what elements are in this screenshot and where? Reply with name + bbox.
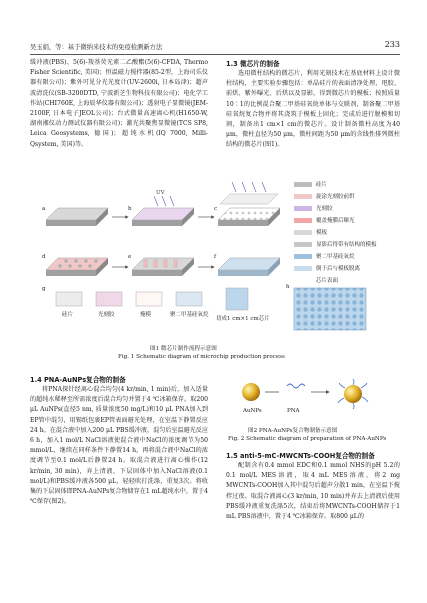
- section-1-4-title: 1.4 PNA-AuNPs复合物的制备: [30, 376, 126, 384]
- page-number: 233: [384, 40, 400, 49]
- panel-letter-d: d: [42, 254, 46, 260]
- legend-4: 模板: [316, 230, 328, 236]
- section-1-3-title: 1.3 微芯片的制备: [226, 60, 280, 68]
- materials-paragraph: 缓冲液(PBS)、5(6)-羧基荧光素二乙酸酯(5(6)-CFDA, Thermo Fisher Scientific, 美国)；恒温磁力搅拌器(85-2型，上海司乐仪器有限公司)；紫外可见分光光度计(UV-2600i, 日本岛津)；超声波清洗仪(SB-3200DTD, 宁波新芝生物科技有限公司)；电化学工作站(CHI760E, 上海辰华仪器有限公司)；透射电子显微镜(JEM-2100F, 日本电子JEOL公司)；台式微量高速离心机(H1650-W, 湖南湘仪动力测试仪器有限公司)；激光共聚焦显微镜(TCS SP8, Leica Geosystems, 德国)；超纯水机(IQ 7000, Milli-Qsystem, 美国)等。: [30, 59, 208, 148]
- panel-f: [218, 258, 280, 276]
- header-rule: [30, 54, 400, 55]
- section-1-3-paragraph: 选用微柱结构的微芯片，利用光刻技术在基底材料上设计微柱结构，主要实验步骤包括：单晶硅片的表面清净处理、甩胶、前烘、紫外曝光、后烘以及显影，得到微芯片的模板；按照质量10∶1的比例混合聚二甲基硅氧烷单体与交联剂，制备聚二甲基硅氧烷复合物并将其浇筑于模板上固化；完成后进行脱模和切割，制备出1 cm×1 cm的微芯片。设计制备微柱高度为40 μm，微柱直径为50 μm，微柱间距为50 μm的含线性排列微柱结构的微芯片(图1)。: [226, 70, 400, 149]
- running-header: [30, 40, 400, 52]
- section-1-5-paragraph: 配制含有0.4 mmol EDC和0.1 mmol NHS的pH 5.2的0.1 mol/L MES溶液，取4 mL MES溶液，将2 mg MWCNTs-COOH加入其中混匀后超声分散1 min，在室温下搅拌过夜。取混合液离心(3 kr/min, 10 min)并弃去上清液后使用PBS缓冲液重复洗涤5次，结束后将MWCNTs-COOH储存于1 mL PBS溶液中，置于4 ℃冰箱保存。取800 μL的: [226, 462, 400, 521]
- panel-d: [46, 258, 108, 276]
- panel-letter-e: e: [128, 254, 132, 260]
- aunp-particle: [242, 383, 260, 401]
- legend-6: 聚二甲基硅氧烷: [316, 254, 355, 260]
- panel-h: [294, 288, 366, 330]
- section-1-4-paragraph: 将PNA探针经离心混合均匀(4 kr/min, 1 min)后，加入适量的超纯水稀释至所需浓度后混合均匀并置于4 ℃冰箱保存。取200 μL AuNPs(直径5 nm, 质量浓度50 mg/L)和10 μL PNA加入到EP管中混匀，用锡纸包裹EP管表面避光处理，在室温下静置反应24 h。在混合液中加入200 μL PBS缓冲液，混匀后室温避光反应6 h，加入1 mol/L NaCl溶液使混合液中NaCl的浓度调节为50 mmol/L，继续在同样条件下静置14 h，再将混合液中NaCl的浓度调节至0.1 mol/L后静置24 h。取混合液进行离心操作(12 kr/min, 30 min)，弃上清液，下层固体中加入NaCl溶液(0.1 mol/L)和PBS缓冲液各500 μL，轻轻吹打洗涤，重复3次。将收集的下层固体即PNA-AuNPs复合物储存在1 mL超纯水中，置于4 ℃保存(图2)。: [30, 386, 209, 506]
- panel-b: [132, 208, 194, 226]
- uv-rays: [154, 196, 174, 206]
- uv-label: UV: [156, 190, 165, 196]
- pna-aunp-complex: [344, 385, 362, 403]
- figure-2: [235, 378, 395, 423]
- figure-2-caption-en: Fig. 2 Schematic diagram of preparation of PNA-AuNPs: [228, 436, 387, 442]
- section-1-5-body: [226, 461, 400, 522]
- panel-c: [218, 182, 280, 226]
- header-authors: 吴玉娟，等：基于微纳米技术的免疫检测新方法: [30, 44, 163, 51]
- panel-a: [46, 208, 108, 226]
- label-photoresist: 光刻胶: [98, 312, 115, 318]
- legend-2: 光刻胶: [316, 206, 333, 212]
- pna-strand: [287, 384, 305, 388]
- figure-1-caption-en: Fig. 1 Schematic diagram of microchip production process: [118, 354, 285, 360]
- legend-0: 硅片: [316, 182, 328, 188]
- legend-8: 芯片表面: [316, 278, 339, 284]
- section-1-4-body: [30, 385, 208, 507]
- figure-1-caption-cn: 图1 微芯片制作流程示意图: [150, 346, 217, 352]
- legend-5: 显影后得带有结构的模板: [316, 242, 377, 248]
- panel-letter-f: f: [214, 254, 217, 260]
- panel-letter-h: h: [286, 284, 290, 290]
- panel-g: [56, 288, 248, 310]
- legend-stack: [294, 182, 312, 271]
- panel-letter-c: c: [214, 206, 218, 212]
- panel-letter-g: g: [42, 286, 46, 292]
- figure-1-diagram: [36, 180, 392, 340]
- panel-letter-a: a: [42, 206, 46, 212]
- label-cut-chip: 切成1 cm×1 cm芯片: [216, 316, 270, 322]
- label-pna: PNA: [287, 408, 300, 414]
- label-aunps: AuNPs: [243, 408, 262, 414]
- left-column-top: [30, 58, 208, 150]
- section-1-5-title: 1.5 anti-5-mC-MWCNTs-COOH复合物的制备: [226, 452, 375, 460]
- section-1-3-body: [226, 69, 400, 151]
- figure-1: [36, 180, 392, 340]
- figure-2-caption-cn: 图2 PNA-AuNPs复合物制备示意图: [248, 428, 338, 434]
- legend-1: 旋涂光刻胶前烘: [316, 194, 355, 200]
- legend-7: 倒于后与模板脱离: [316, 266, 361, 272]
- label-silicon: 硅片: [62, 312, 74, 318]
- figure-2-diagram: [235, 378, 395, 423]
- panel-e: [132, 258, 194, 276]
- panel-letter-b: b: [128, 206, 132, 212]
- legend-3: 覆盖掩膜后曝光: [316, 218, 355, 224]
- label-pdms: 聚二甲基硅氧烷: [170, 312, 209, 318]
- label-mask: 掩模: [140, 312, 152, 318]
